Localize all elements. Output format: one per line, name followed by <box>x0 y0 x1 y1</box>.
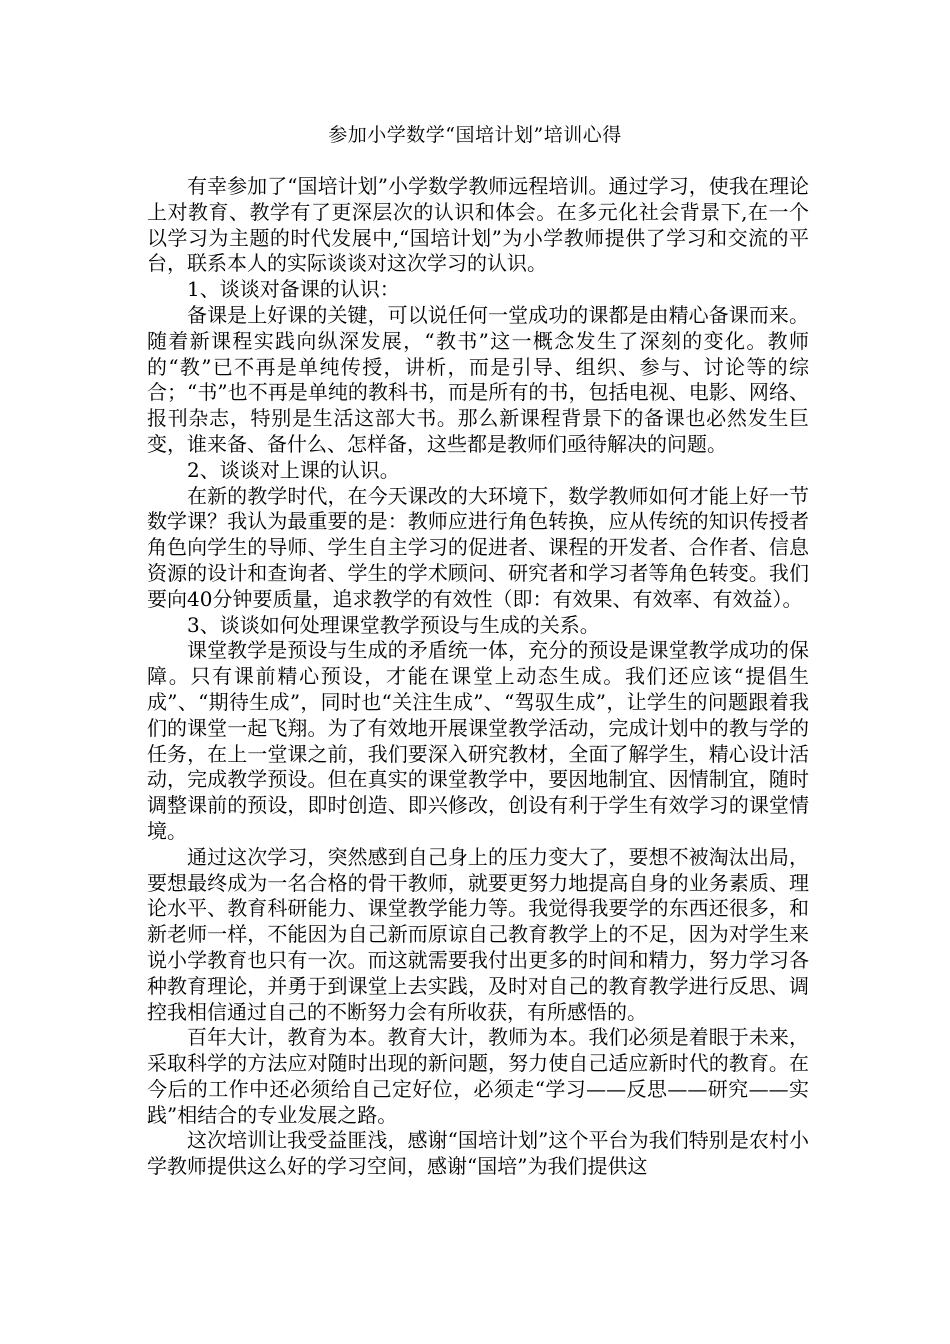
document-title: 参加小学数学“国培计划”培训心得 <box>328 124 622 146</box>
paragraph-presetting-generation: 课堂教学是预设与生成的矛盾统一体，充分的预设是课堂教学成功的保障。只有课前精心预设，才能在课堂上动态生成。我们还应该“提倡生成”、“期待生成”，同时也“关注生成”、“驾驭生成”，让学生的问题跟着我们的课堂一起飞翔。为了有效地开展课堂教学活动，完成计划中的教与学的任务，在上一堂课之前，我们要深入研究教材，全面了解学生，精心设计活动，完成教学预设。但在真实的课堂教学中，要因地制宜、因情制宜，随时调整课前的预设，即时创造、即兴修改，创设有利于学生有效学习的课堂情境。 <box>147 638 809 843</box>
heading-teaching: 2、谈谈对上课的认识。 <box>187 457 400 482</box>
heading-lesson-preparation: 1、谈谈对备课的认识： <box>187 277 400 302</box>
paragraph-intro: 有幸参加了“国培计划”小学数学教师远程培训。通过学习，使我在理论上对教育、教学有了更深层次的认识和体会。在多元化社会背景下,在一个以学习为主题的时代发展中,“国培计划”为小学教师提供了学习和交流的平台，联系本人的实际谈谈对这次学习的认识。 <box>147 174 809 276</box>
paragraph-lesson-preparation: 备课是上好课的关键，可以说任何一堂成功的课都是由精心备课而来。随着新课程实践向纵深发展，“教书”这一概念发生了深刻的变化。教师的“教”已不再是单纯传授，讲析，而是引导、组织、参与、讨论等的综合；“书”也不再是单纯的教科书，而是所有的书，包括电视、电影、网络、报刊杂志，特别是生活这部大书。那么新课程背景下的备课也必然发生巨变，谁来备、备什么、怎样备，这些都是教师们亟待解决的问题。 <box>147 302 809 456</box>
paragraph-education-plan: 百年大计，教育为本。教育大计，教师为本。我们必须是着眼于未来，采取科学的方法应对随时出现的新问题，努力使自己适应新时代的教育。在今后的工作中还必须给自己定好位，必须走“学习——反思——研究——实践”相结合的专业发展之路。 <box>147 1025 809 1127</box>
heading-presetting-generation: 3、谈谈如何处理课堂教学预设与生成的关系。 <box>187 612 600 637</box>
paragraph-thanks: 这次培训让我受益匪浅，感谢“国培计划”这个平台为我们特别是农村小学教师提供这么好的学习空间，感谢“国培”为我们提供这 <box>147 1128 809 1179</box>
paragraph-teaching: 在新的教学时代，在今天课改的大环境下，数学教师如何才能上好一节数学课？我认为最重要的是：教师应进行角色转换，应从传统的知识传授者角色向学生的导师、学生自主学习的促进者、课程的开发者、合作者、信息资源的设计和查询者、学生的学术顾问、研究者和学习者等角色转变。我们要向40分钟要质量，追求教学的有效性（即：有效果、有效率、有效益）。 <box>147 483 809 611</box>
paragraph-reflection: 通过这次学习，突然感到自己身上的压力变大了，要想不被淘汰出局，要想最终成为一名合格的骨干教师，就要更努力地提高自身的业务素质、理论水平、教育科研能力、课堂教学能力等。我觉得我要学的东西还很多，和新老师一样，不能因为自己新而原谅自己教育教学上的不足，因为对学生来说小学教育也只有一次。而这就需要我付出更多的时间和精力，努力学习各种教育理论，并勇于到课堂上去实践，及时对自己的教育教学进行反思、调控我相信通过自己的不断努力会有所收获，有所感悟的。 <box>147 844 809 1024</box>
document-body <box>147 174 809 1180</box>
